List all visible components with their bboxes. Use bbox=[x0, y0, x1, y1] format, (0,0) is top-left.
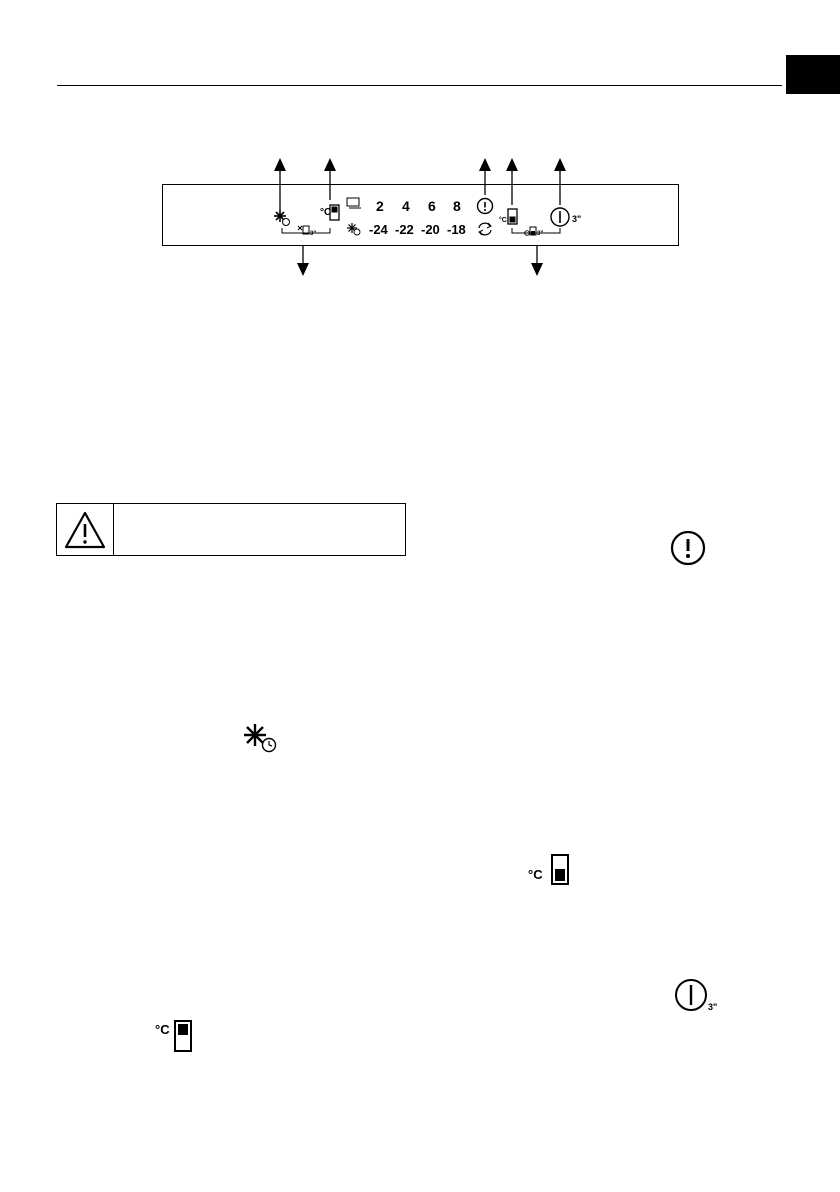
freezer-temp-minus24: -24 bbox=[369, 222, 388, 237]
warning-triangle-icon bbox=[63, 510, 107, 550]
fridge-temp-4: 4 bbox=[402, 198, 410, 214]
svg-text:3": 3" bbox=[310, 231, 317, 237]
quick-freeze-icon-inline bbox=[240, 720, 280, 756]
svg-text:°C: °C bbox=[499, 217, 507, 224]
fridge-temp-6: 6 bbox=[428, 198, 436, 214]
warning-box bbox=[56, 503, 406, 556]
freezer-temp-minus22: -22 bbox=[395, 222, 414, 237]
fridge-mode-icon bbox=[298, 226, 316, 237]
fridge-temp-2: 2 bbox=[376, 198, 384, 214]
svg-text:3": 3" bbox=[708, 1002, 718, 1012]
power-icon[interactable] bbox=[551, 208, 581, 226]
fridge-row-icon bbox=[347, 198, 361, 208]
svg-text:3": 3" bbox=[572, 214, 582, 224]
alarm-icon[interactable] bbox=[478, 199, 493, 214]
freezer-temp-icon-inline bbox=[528, 853, 578, 887]
callout-arrow-fridge-mode bbox=[297, 245, 309, 276]
callout-arrow-lock bbox=[531, 245, 543, 276]
quick-freeze-icon[interactable] bbox=[274, 210, 290, 226]
alarm-icon-inline bbox=[668, 528, 708, 568]
power-icon-inline bbox=[674, 977, 726, 1017]
freezer-temp-icon[interactable] bbox=[499, 209, 517, 224]
fridge-temp-8: 8 bbox=[453, 198, 461, 214]
freezer-temp-minus18: -18 bbox=[447, 222, 466, 237]
svg-text:3": 3" bbox=[537, 231, 544, 237]
fridge-temp-icon-inline bbox=[155, 1018, 201, 1054]
cycle-icon bbox=[479, 223, 491, 235]
fridge-temp-icon[interactable] bbox=[320, 205, 339, 220]
svg-text:°C: °C bbox=[528, 867, 543, 882]
callout-arrows bbox=[0, 0, 840, 300]
svg-text:°C: °C bbox=[155, 1022, 170, 1037]
svg-text:°C: °C bbox=[320, 207, 332, 218]
control-panel-icons bbox=[162, 184, 679, 246]
warning-separator bbox=[113, 504, 114, 555]
lock-icon bbox=[525, 227, 544, 237]
freezer-temp-minus20: -20 bbox=[421, 222, 440, 237]
freezer-row-icon bbox=[347, 223, 360, 235]
